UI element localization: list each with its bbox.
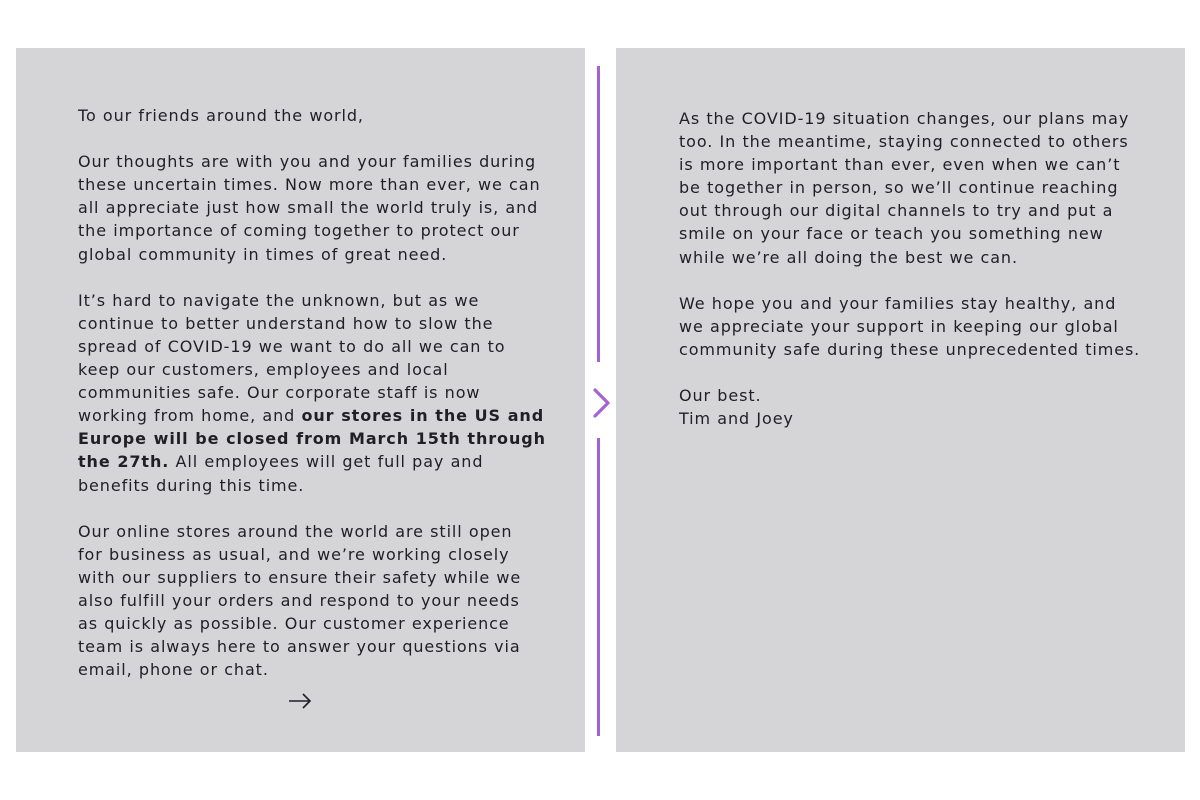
store-closure-notice: Europe will be closed from March 15th through (78, 429, 546, 449)
sign-off (679, 384, 1149, 430)
letter-text-left (78, 104, 546, 704)
store-closure-notice: the 27th. (78, 452, 170, 472)
paragraph-4: As the COVID-19 situation changes, our plans may too. In the meantime, staying connected to others is more important than ever, even when we can’t be together in person, so we’ll continue reaching out through our digital channels to try and put a smile on your face or teach you something new while we’re all doing the best we can. (679, 109, 1130, 267)
store-closure-notice: our stores in the US and (301, 406, 545, 426)
page-divider-bottom (597, 438, 600, 736)
arrow-right-icon[interactable] (287, 691, 313, 711)
letter-page-left (16, 48, 585, 752)
paragraph-3: Our online stores around the world are still open for business as usual, and we’re working closely with our suppliers to ensure their safety while we also fulfill your orders and respond to your needs as quickly as possible. Our customer experience team is always here to answer your questions via email, phone or chat. (78, 521, 522, 680)
paragraph-2-line-8: the 27th. All employees will get full pay and (78, 452, 484, 472)
page-divider-top (597, 66, 600, 362)
paragraph-2-line-6: working from home, and our stores in the US and (78, 406, 545, 426)
letter-text-right (679, 107, 1149, 453)
paragraph-2: It’s hard to navigate the unknown, but as we continue to better understand how to slow the spread of COVID-19 we want to do all we can to keep our customers, employees and local communities safe. Our corporate staff is now working from home, and our stores in the US and Europe will be closed from March 15th through the 27th. All employees will get full pay and benefits during this time. (78, 290, 546, 495)
paragraph-5: We hope you and your families stay healthy, and we appreciate your support in keeping our global community safe during these unprecedented times. (679, 293, 1141, 359)
chevron-right-icon[interactable] (590, 386, 614, 420)
letter-page-right (616, 48, 1185, 752)
greeting: To our friends around the world, (78, 106, 364, 125)
paragraph-1: Our thoughts are with you and your families during these uncertain times. Now more than ever, we can all appreciate just how small the world truly is, and the importance of coming together to protect our global community in times of great need. (78, 152, 541, 264)
closing: Our best. (679, 386, 762, 406)
signature: Tim and Joey (679, 409, 794, 429)
